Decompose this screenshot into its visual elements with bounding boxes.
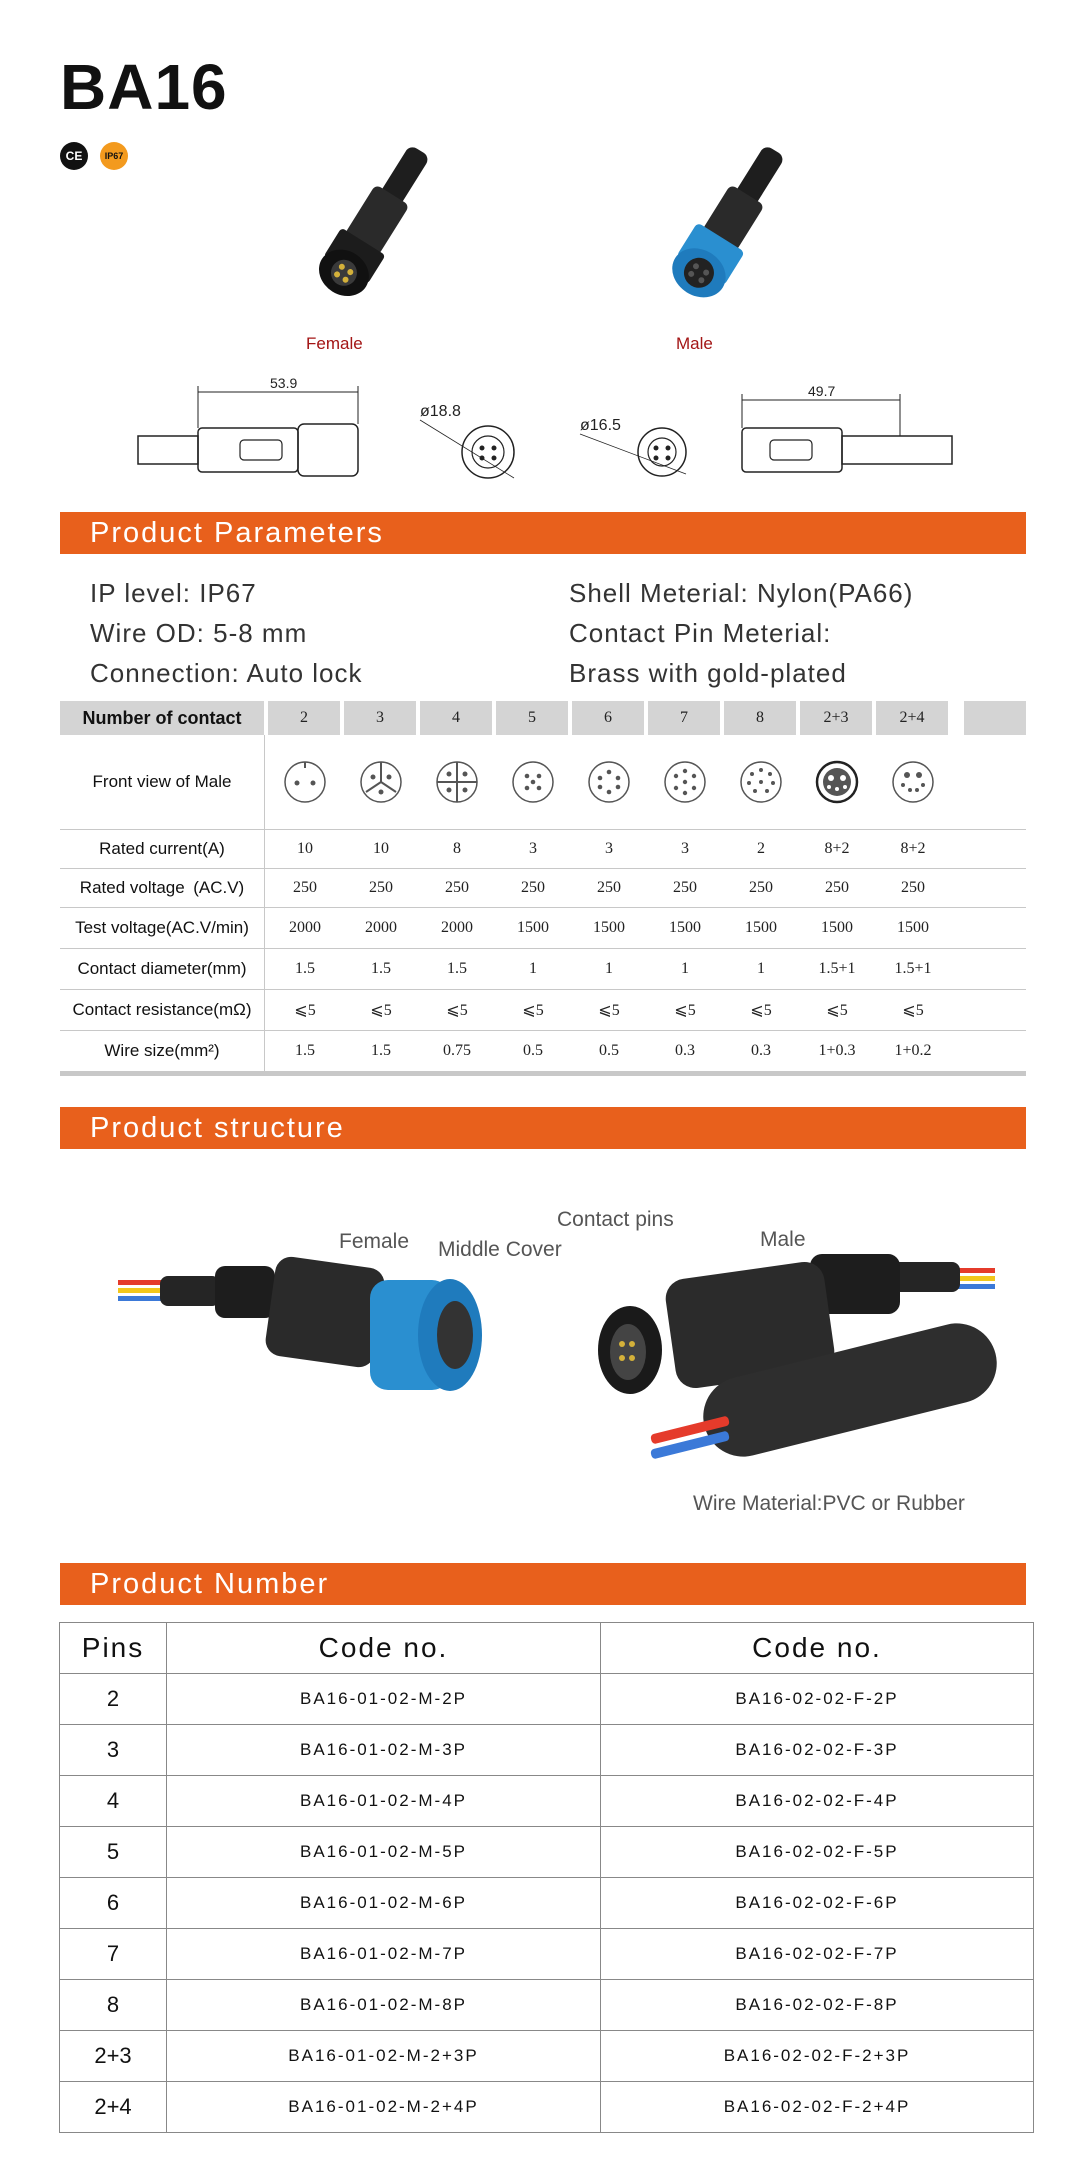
spec-value: 1500 bbox=[897, 919, 929, 936]
spec-value: 0.75 bbox=[443, 1042, 471, 1059]
spec-value: 250 bbox=[445, 879, 469, 896]
spec-value: ⩽5 bbox=[598, 1002, 620, 1019]
contact-count-cell: 4 bbox=[420, 701, 492, 735]
male-diameter-dim: ø16.5 bbox=[580, 417, 621, 434]
contact-count-cell: 3 bbox=[344, 701, 416, 735]
label-female: Female bbox=[339, 1230, 410, 1253]
pins-cell: 3 bbox=[60, 1725, 167, 1776]
code-cell: BA16-01-02-M-2+4P bbox=[167, 2082, 601, 2133]
spec-value: ⩽5 bbox=[902, 1002, 924, 1019]
section-product-structure: Product structure bbox=[60, 1107, 1026, 1149]
header-code-female: Code no. bbox=[601, 1623, 1034, 1674]
female-length-dim: 53.9 bbox=[270, 375, 298, 391]
label-wire-material: Wire Material:PVC or Rubber bbox=[693, 1492, 965, 1515]
row-label: Contact diameter(mm) bbox=[60, 949, 265, 989]
female-photo-label: Female bbox=[306, 334, 363, 353]
pin-layout-8-icon bbox=[725, 735, 797, 829]
pin-layout-5-icon bbox=[497, 735, 569, 829]
contact-count-cell: 2 bbox=[268, 701, 340, 735]
contact-count-cell: 2+4 bbox=[876, 701, 948, 735]
spec-value: 250 bbox=[749, 879, 773, 896]
pin-layout-7-icon bbox=[649, 735, 721, 829]
pins-cell: 7 bbox=[60, 1929, 167, 1980]
table-row bbox=[60, 1776, 1034, 1827]
code-cell: BA16-01-02-M-4P bbox=[167, 1776, 601, 1827]
spec-value: 250 bbox=[673, 879, 697, 896]
code-cell: BA16-02-02-F-4P bbox=[601, 1776, 1034, 1827]
pin-layout-3-icon bbox=[345, 735, 417, 829]
ip67-badge-icon: IP67 bbox=[100, 142, 128, 170]
spec-value: 3 bbox=[681, 840, 689, 857]
male-length-dim: 49.7 bbox=[808, 383, 836, 399]
male-connector-photo bbox=[645, 130, 815, 320]
code-cell: BA16-02-02-F-5P bbox=[601, 1827, 1034, 1878]
front-view-label: Front view of Male bbox=[60, 735, 265, 829]
header-pins: Pins bbox=[60, 1623, 167, 1674]
spec-value: 1.5 bbox=[371, 1042, 391, 1059]
structure-illustration bbox=[110, 1240, 1010, 1470]
product-number-table bbox=[59, 1622, 1034, 2133]
spec-value: 1+0.3 bbox=[818, 1042, 856, 1059]
section-product-parameters: Product Parameters bbox=[60, 512, 1026, 554]
pins-cell: 2 bbox=[60, 1674, 167, 1725]
pins-cell: 5 bbox=[60, 1827, 167, 1878]
table-row bbox=[60, 1878, 1034, 1929]
contact-count-cell: 7 bbox=[648, 701, 720, 735]
spec-value: 250 bbox=[597, 879, 621, 896]
spec-value: 1.5 bbox=[295, 960, 315, 977]
table-row bbox=[60, 2031, 1034, 2082]
male-photo-label: Male bbox=[676, 334, 713, 353]
pins-cell: 2+3 bbox=[60, 2031, 167, 2082]
code-cell: BA16-02-02-F-2+3P bbox=[601, 2031, 1034, 2082]
spec-value: 3 bbox=[605, 840, 613, 857]
header-code-male: Code no. bbox=[167, 1623, 601, 1674]
spec-value: 250 bbox=[293, 879, 317, 896]
contact-count-cell: 8 bbox=[724, 701, 796, 735]
spec-value: 250 bbox=[521, 879, 545, 896]
spec-row-contact-resistance bbox=[60, 990, 1026, 1031]
female-diameter-dim: ø18.8 bbox=[420, 403, 461, 420]
spec-value: 250 bbox=[825, 879, 849, 896]
spec-value: 8+2 bbox=[824, 840, 850, 857]
spec-value: ⩽5 bbox=[370, 1002, 392, 1019]
spec-value: ⩽5 bbox=[750, 1002, 772, 1019]
spec-value: 3 bbox=[529, 840, 537, 857]
code-cell: BA16-01-02-M-5P bbox=[167, 1827, 601, 1878]
section-product-number: Product Number bbox=[60, 1563, 1026, 1605]
table-row bbox=[60, 2082, 1034, 2133]
pins-cell: 8 bbox=[60, 1980, 167, 2031]
code-cell: BA16-01-02-M-8P bbox=[167, 1980, 601, 2031]
table-row bbox=[60, 1827, 1034, 1878]
spec-value: 250 bbox=[901, 879, 925, 896]
spec-value: 1 bbox=[529, 960, 537, 977]
label-contact-pins: Contact pins bbox=[557, 1208, 674, 1231]
row-label: Test voltage(AC.V/min) bbox=[60, 908, 265, 948]
spec-value: 10 bbox=[373, 840, 389, 857]
code-cell: BA16-01-02-M-2P bbox=[167, 1674, 601, 1725]
spec-row-contact-diameter bbox=[60, 949, 1026, 990]
table-row bbox=[60, 1674, 1034, 1725]
code-cell: BA16-02-02-F-2P bbox=[601, 1674, 1034, 1725]
code-cell: BA16-02-02-F-2+4P bbox=[601, 2082, 1034, 2133]
spec-header-label: Number of contact bbox=[60, 701, 264, 735]
contact-count-cell: 2+3 bbox=[800, 701, 872, 735]
spec-table bbox=[60, 701, 1026, 1076]
pin-layout-6-icon bbox=[573, 735, 645, 829]
code-cell: BA16-01-02-M-6P bbox=[167, 1878, 601, 1929]
spec-value: 1.5+1 bbox=[818, 960, 856, 977]
table-header-row bbox=[60, 1623, 1034, 1674]
spec-row-rated-current bbox=[60, 830, 1026, 869]
param-shell-material: Shell Meterial: Nylon(PA66) bbox=[569, 578, 914, 608]
param-contact-pin-material: Contact Pin Meterial: bbox=[569, 618, 832, 648]
spec-value: 1500 bbox=[593, 919, 625, 936]
spec-value: 1500 bbox=[669, 919, 701, 936]
param-connection: Connection: Auto lock bbox=[90, 658, 363, 688]
spec-value: 1 bbox=[757, 960, 765, 977]
spec-value: 2000 bbox=[289, 919, 321, 936]
spec-value: 1 bbox=[681, 960, 689, 977]
spec-value: 10 bbox=[297, 840, 313, 857]
spec-value: 0.3 bbox=[675, 1042, 695, 1059]
pin-layout-2plus4-icon bbox=[877, 735, 949, 829]
row-label: Contact resistance(mΩ) bbox=[60, 990, 265, 1030]
pin-layout-4-icon bbox=[421, 735, 493, 829]
spec-header-row bbox=[60, 701, 1026, 735]
spec-row-rated-voltage bbox=[60, 869, 1026, 908]
spec-value: 250 bbox=[369, 879, 393, 896]
param-contact-plating: Brass with gold-plated bbox=[569, 658, 847, 688]
spec-value: ⩽5 bbox=[446, 1002, 468, 1019]
param-ip-level: IP level: IP67 bbox=[90, 578, 257, 608]
spec-value: 1500 bbox=[821, 919, 853, 936]
dimension-drawings bbox=[130, 370, 980, 485]
pins-cell: 2+4 bbox=[60, 2082, 167, 2133]
label-male: Male bbox=[760, 1228, 806, 1251]
pins-cell: 6 bbox=[60, 1878, 167, 1929]
spec-value: 1.5 bbox=[295, 1042, 315, 1059]
spec-value: 2 bbox=[757, 840, 765, 857]
spec-value: ⩽5 bbox=[826, 1002, 848, 1019]
pins-cell: 4 bbox=[60, 1776, 167, 1827]
spec-value: 8+2 bbox=[900, 840, 926, 857]
pin-layout-2-icon bbox=[269, 735, 341, 829]
table-row bbox=[60, 1725, 1034, 1776]
spec-value: 0.5 bbox=[523, 1042, 543, 1059]
row-label: Wire size(mm²) bbox=[60, 1031, 265, 1071]
table-row bbox=[60, 1929, 1034, 1980]
code-cell: BA16-02-02-F-7P bbox=[601, 1929, 1034, 1980]
front-view-row bbox=[60, 735, 1026, 830]
spec-value: ⩽5 bbox=[522, 1002, 544, 1019]
contact-count-cell: 6 bbox=[572, 701, 644, 735]
spec-value: 0.3 bbox=[751, 1042, 771, 1059]
label-middle-cover: Middle Cover bbox=[438, 1238, 562, 1261]
code-cell: BA16-02-02-F-8P bbox=[601, 1980, 1034, 2031]
contact-count-cell: 5 bbox=[496, 701, 568, 735]
spec-row-wire-size bbox=[60, 1031, 1026, 1076]
row-label: Rated voltage (AC.V) bbox=[60, 869, 265, 907]
spec-row-test-voltage bbox=[60, 908, 1026, 949]
spec-value: 1 bbox=[605, 960, 613, 977]
spec-value: 1500 bbox=[745, 919, 777, 936]
spec-value: 1+0.2 bbox=[894, 1042, 932, 1059]
param-wire-od: Wire OD: 5-8 mm bbox=[90, 618, 308, 648]
spec-value: 1500 bbox=[517, 919, 549, 936]
code-cell: BA16-02-02-F-3P bbox=[601, 1725, 1034, 1776]
spec-value: ⩽5 bbox=[294, 1002, 316, 1019]
female-connector-photo bbox=[290, 130, 460, 320]
spec-value: ⩽5 bbox=[674, 1002, 696, 1019]
spec-value: 1.5 bbox=[447, 960, 467, 977]
code-cell: BA16-02-02-F-6P bbox=[601, 1878, 1034, 1929]
spec-value: 2000 bbox=[365, 919, 397, 936]
page-title: BA16 bbox=[60, 51, 228, 123]
table-row bbox=[60, 1980, 1034, 2031]
spec-value: 2000 bbox=[441, 919, 473, 936]
code-cell: BA16-01-02-M-2+3P bbox=[167, 2031, 601, 2082]
pin-layout-2plus3-icon bbox=[801, 735, 873, 829]
spec-value: 0.5 bbox=[599, 1042, 619, 1059]
ce-mark-icon: CE bbox=[60, 142, 88, 170]
code-cell: BA16-01-02-M-3P bbox=[167, 1725, 601, 1776]
row-label: Rated current(A) bbox=[60, 830, 265, 868]
code-cell: BA16-01-02-M-7P bbox=[167, 1929, 601, 1980]
spec-value: 1.5+1 bbox=[894, 960, 932, 977]
spec-value: 8 bbox=[453, 840, 461, 857]
spec-value: 1.5 bbox=[371, 960, 391, 977]
